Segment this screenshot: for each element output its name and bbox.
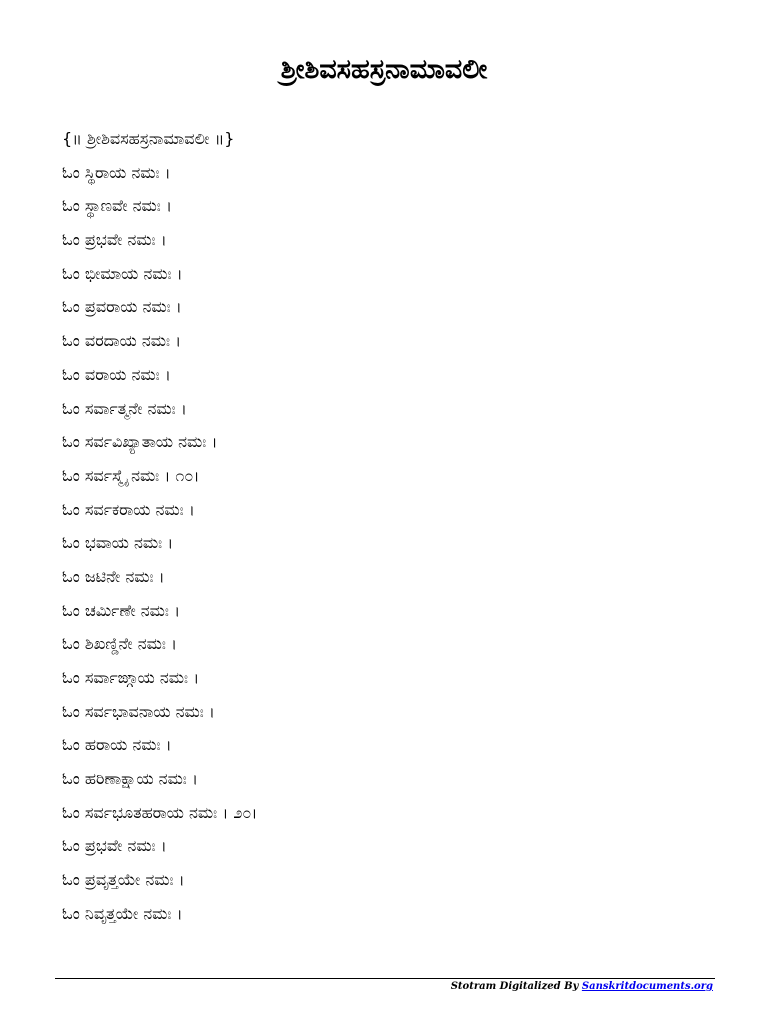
verse-line: ಓಂ ಸರ್ವಭೂತಹರಾಯ ನಮಃ । ೨೦। xyxy=(62,802,258,822)
verse-line: ಓಂ ಸರ್ವಾಙ್ಗಾಯ ನಮಃ । xyxy=(62,668,200,687)
verse-line: ಓಂ ಸರ್ವವಿಖ್ಯಾತಾಯ ನಮಃ । xyxy=(62,432,218,452)
verse-line: ಓಂ ಶಿಖಣ್ಡಿನೇ ನಮಃ । xyxy=(62,634,177,654)
verse-line: ಓಂ ಪ್ರವೃತ್ತಯೇ ನಮಃ । xyxy=(62,870,185,890)
verse-line: ಓಂ ಸ್ಥಾಣವೇ ನಮಃ । xyxy=(62,196,172,216)
footer-credit-text: Stotram Digitalized By xyxy=(450,981,582,992)
verse-line: ಓಂ ಭೀಮಾಯ ನಮಃ । xyxy=(62,263,183,283)
verse-list xyxy=(62,122,702,931)
verse-line: ಓಂ ಸ್ಥಿರಾಯ ನಮಃ । xyxy=(62,162,171,182)
verse-line: ಓಂ ವರದಾಯ ನಮಃ । xyxy=(62,331,182,351)
verse-line: ಓಂ ಚರ್ಮಿಣೇ ನಮಃ । xyxy=(62,600,181,620)
verse-line: ಓಂ ಸರ್ವಾತ್ಮನೇ ನಮಃ । xyxy=(62,398,187,418)
footer-credit xyxy=(451,980,713,993)
page-title: ಶ್ರೀಶಿವಸಹಸ್ರನಾಮಾವಲೀ xyxy=(280,54,488,85)
verse-line: ಓಂ ಸರ್ವಕರಾಯ ನಮಃ । xyxy=(62,499,195,519)
sanskritdocuments-link[interactable]: Sanskritdocuments.org xyxy=(581,981,713,992)
verse-line: ಓಂ ಹರಾಯ ನಮಃ । xyxy=(62,735,172,755)
verse-line: ಓಂ ಸರ್ವಸ್ಮೈ ನಮಃ । ೧೦। xyxy=(62,465,200,485)
verse-heading: {॥ ಶ್ರೀಶಿವಸಹಸ್ರನಾಮಾವಲೀ ॥} xyxy=(62,129,235,148)
verse-line: ಓಂ ನಿವೃತ್ತಯೇ ನಮಃ । xyxy=(62,903,183,923)
verse-line: ಓಂ ವರಾಯ ನಮಃ । xyxy=(62,364,171,384)
footer-divider xyxy=(55,978,715,979)
verse-line: ಓಂ ಪ್ರಭವೇ ನಮಃ । xyxy=(62,230,167,250)
verse-line: ಓಂ ಹರಿಣಾಕ್ಷಾಯ ನಮಃ । xyxy=(62,769,198,789)
verse-line: ಓಂ ಜಟಿನೇ ನಮಃ । xyxy=(62,566,165,586)
verse-line: ಓಂ ಪ್ರಭವೇ ನಮಃ । xyxy=(62,836,167,856)
verse-line: ಓಂ ಪ್ರವರಾಯ ನಮಃ । xyxy=(62,297,182,317)
verse-line: ಓಂ ಭವಾಯ ನಮಃ । xyxy=(62,533,174,553)
verse-line: ಓಂ ಸರ್ವಭಾವನಾಯ ನಮಃ । xyxy=(62,701,215,721)
